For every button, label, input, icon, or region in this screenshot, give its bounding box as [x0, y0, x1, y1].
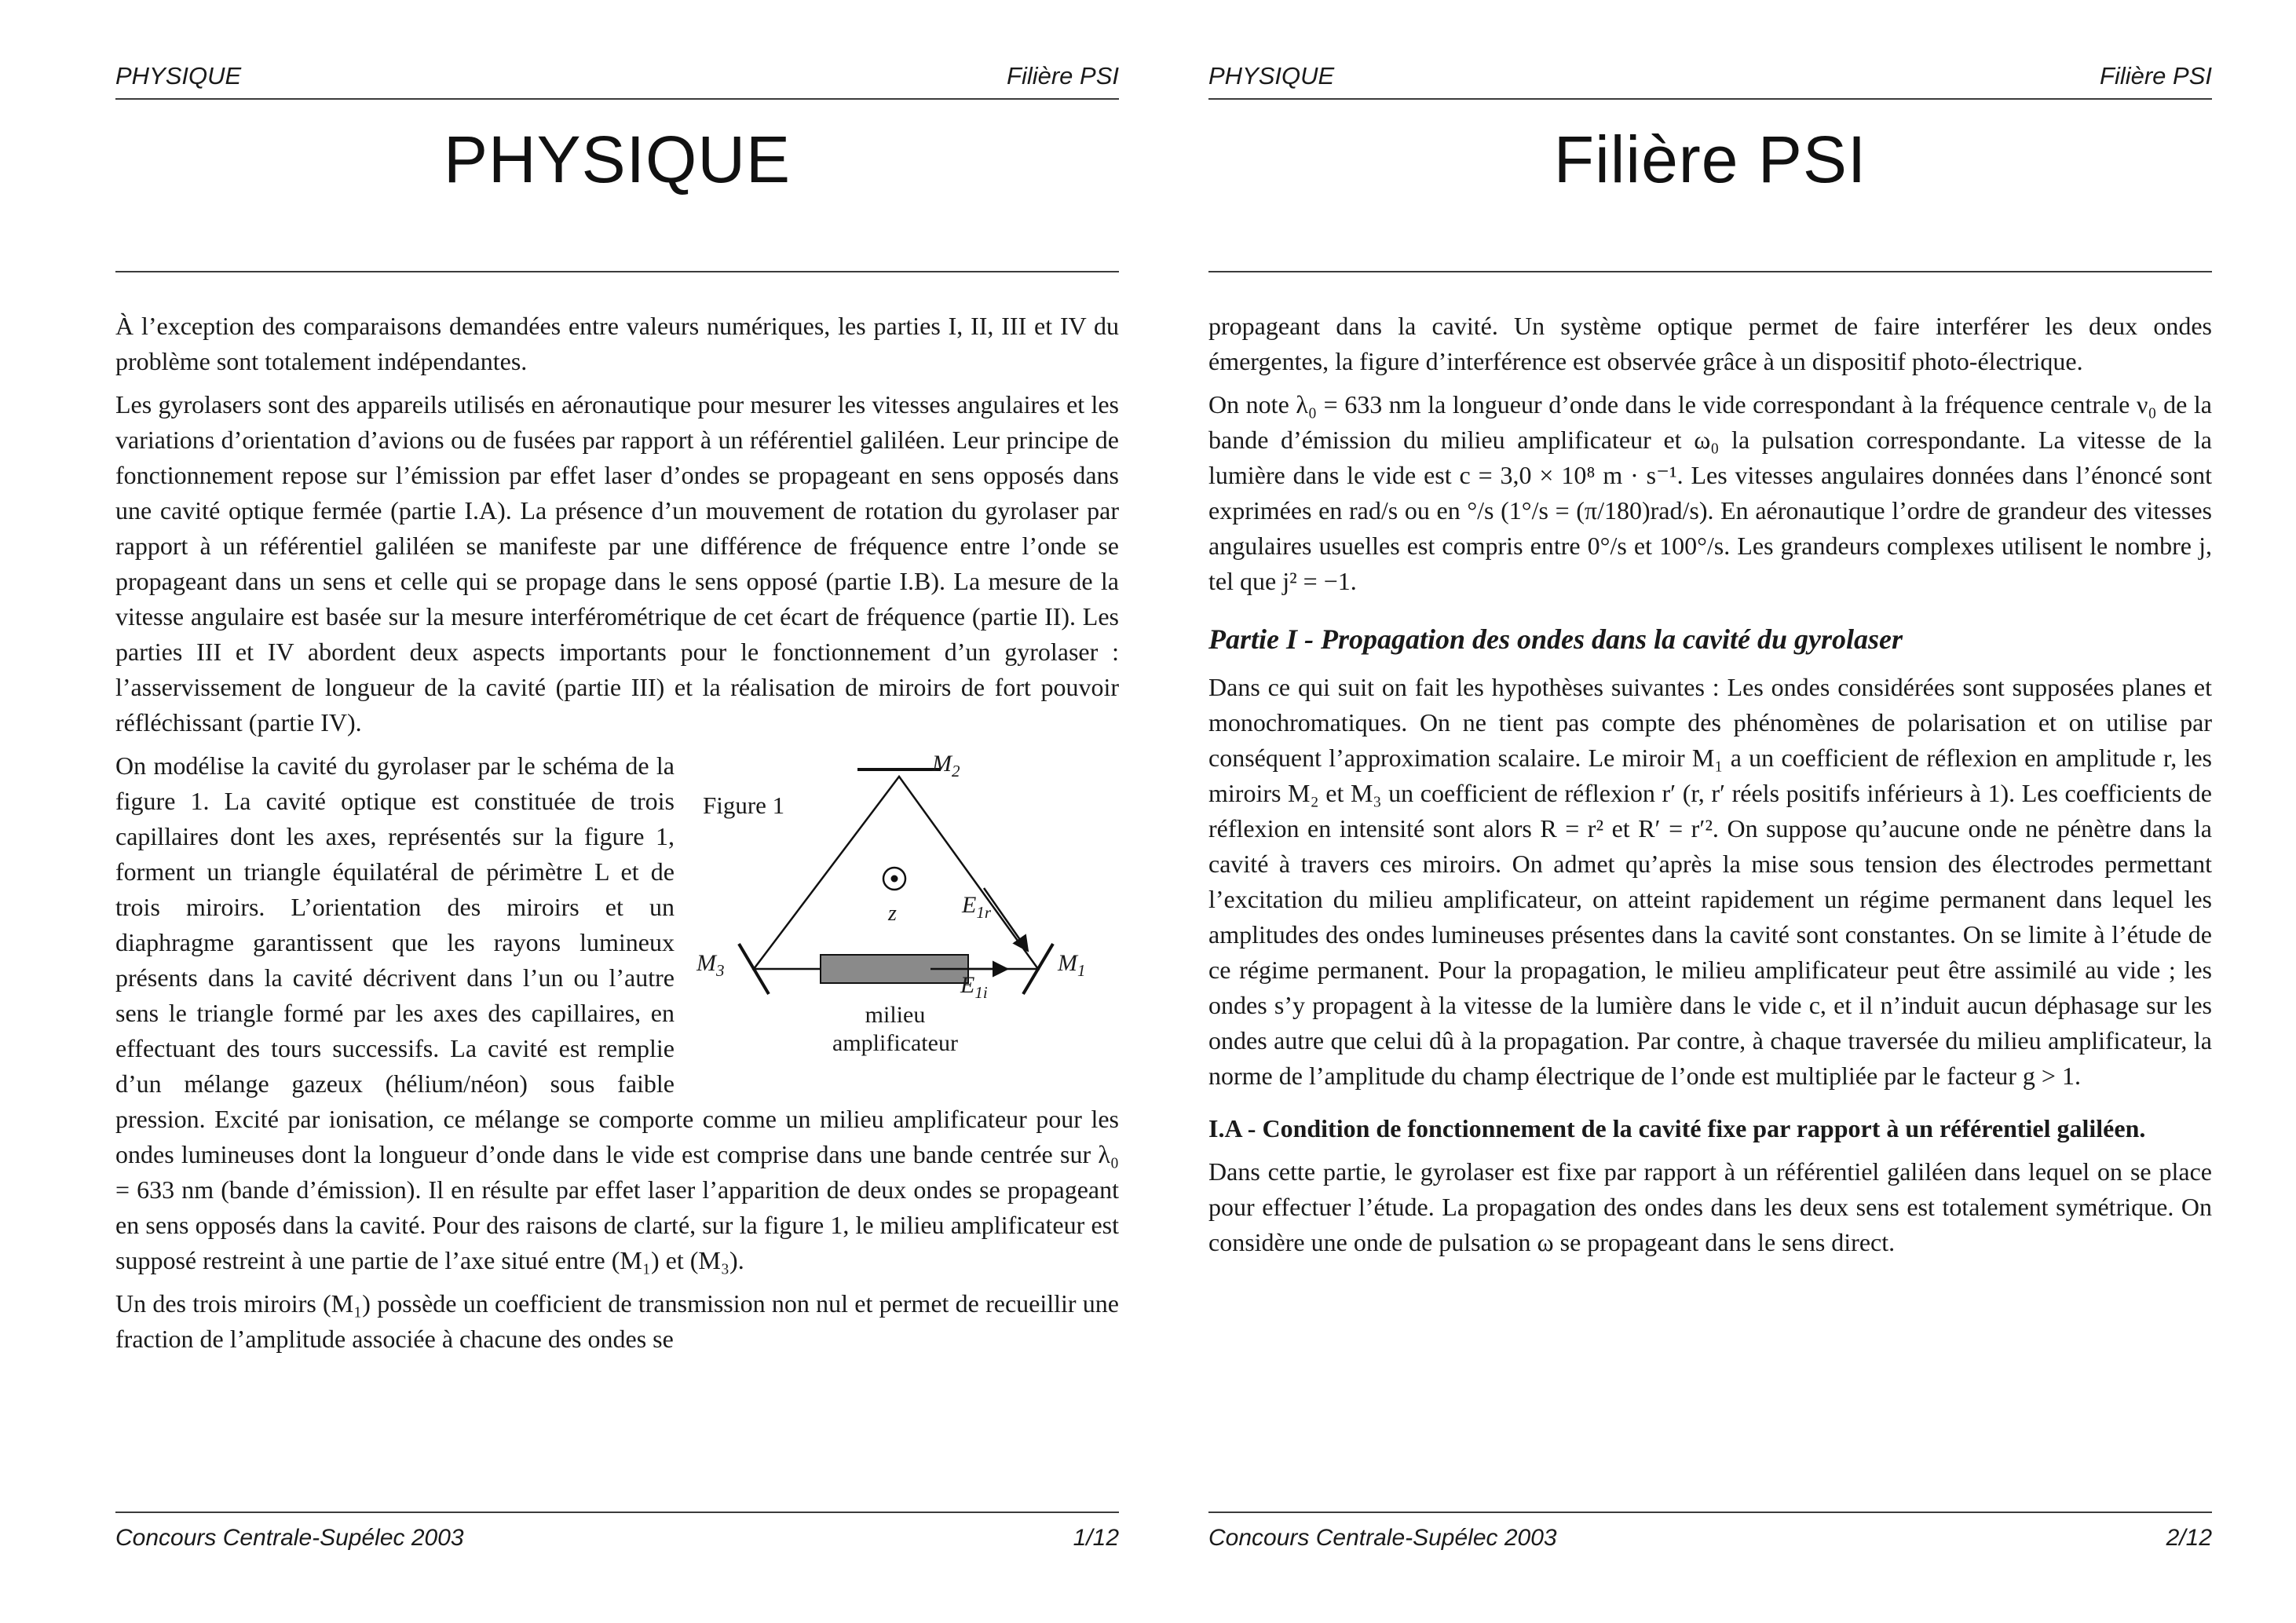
figure-caption: Figure 1: [703, 791, 785, 819]
page-2-content: [1208, 0, 2212, 1623]
page-title: PHYSIQUE: [443, 122, 792, 196]
paragraph-with-figure: [115, 748, 1119, 1357]
reflected-wave-label: $E_{1r}$: [962, 892, 992, 922]
page-footer: [1208, 1512, 2212, 1552]
page-footer: [115, 1512, 1119, 1552]
incident-wave-label: $E_{1i}$: [960, 972, 988, 1002]
paragraph: propageant dans la cavité. Un système optique permet de faire interférer les deux ondes émergentes, la figure d’interférence est observée grâce à un dispositif photo-électrique.: [1208, 312, 2212, 375]
page-title: Filière PSI: [1553, 122, 1867, 196]
page-body: [1208, 309, 2212, 1260]
title-rule: [115, 271, 1119, 272]
page-1-content: [115, 0, 1119, 1623]
running-head: [115, 0, 1119, 90]
running-head-section: Filière PSI: [2100, 62, 2212, 90]
amplifier-medium-label: milieu amplificateur: [832, 1002, 958, 1056]
paragraph: À l’exception des comparaisons demandées entre valeurs numériques, les parties I, II, III et IV du problème sont totalement indépendantes.: [115, 312, 1119, 375]
figure-1: [695, 753, 1119, 1070]
section-heading-part-1: Partie I - Propagation des ondes dans la cavité du gyrolaser: [1208, 623, 1903, 655]
paragraph: Les gyrolasers sont des appareils utilisés en aéronautique pour mesurer les vitesses angulaires et les variations d’orientation d’avions ou de fusées par rapport à un référentiel galiléen. Leur principe de fonctionnement repose sur l’émission par effet laser d’ondes se propageant en sens opposés dans une cavité optique fermée (partie I.A). La présence d’un mouvement de rotation du gyrolaser par rapport à un référentiel galiléen se manifeste par une différence de fréquence entre l’onde se propageant dans un sens et celle qui se propage dans le sens opposé (partie I.B). La mesure de la vitesse angulaire est basée sur la mesure interférométrique de cet écart de fréquence (partie II). Les parties III et IV abordent deux aspects importants pour le fonctionnement d’un gyrolaser : l’asservissement de longueur de la cavité (partie III) et la réalisation de miroirs de fort pouvoir réfléchissant (partie IV).: [115, 390, 1119, 737]
running-head: [1208, 0, 2212, 90]
paragraph: Dans cette partie, le gyrolaser est fixe par rapport à un référentiel galiléen dans lequel on se place pour effectuer l’étude. La propagation des ondes dans les deux sens est totalement symétrique. On considère une onde de pulsation ω se propageant dans le sens direct.: [1208, 1157, 2212, 1256]
footer-page-number: 1/12: [1073, 1525, 1119, 1551]
z-axis-label: z: [888, 901, 897, 926]
paragraph: On note λ₀ = 633 nm la longueur d’onde dans le vide correspondant à la fréquence centrale ν₀ de la bande d’émission du milieu amplificateur et ω₀ la pulsation correspondante. La vitesse de la lumière dans le vide est c = 3,0 × 10⁸ m · s⁻¹. Les vitesses angulaires données dans l’énoncé sont exprimées en rad/s ou en °/s (1°/s = (π/180)rad/s). En aéronautique l’ordre de grandeur des vitesses angulaires usuelles est compris entre 0°/s et 100°/s. Les grandeurs complexes utilisent le nombre j, tel que j² = −1.: [1208, 390, 2212, 595]
footer-exam-name: Concours Centrale-Supélec 2003: [1208, 1525, 1557, 1551]
subsection-heading-1a: I.A - Condition de fonctionnement de la cavité fixe par rapport à un référentiel galiléen.: [1208, 1114, 2146, 1142]
header-rule: [115, 98, 1119, 100]
footer-page-number: 2/12: [2166, 1525, 2212, 1551]
running-head-title: PHYSIQUE: [115, 62, 242, 90]
paragraph: Un des trois miroirs (M₁) possède un coefficient de transmission non nul et permet de recueillir une fraction de l’amplitude associée à chacune des ondes se: [115, 1289, 1119, 1353]
mirror-m2-label: $M_2$: [932, 751, 960, 780]
header-rule: [1208, 98, 2212, 100]
page-body: [115, 309, 1119, 1357]
running-head-title: PHYSIQUE: [1208, 62, 1335, 90]
z-axis-dot: [891, 875, 898, 883]
page-2: [1148, 0, 2296, 1623]
cavity-triangle: [754, 777, 1038, 969]
footer-exam-name: Concours Centrale-Supélec 2003: [115, 1525, 464, 1551]
mirror-m3-label: $M_3$: [696, 950, 725, 980]
title-rule: [1208, 271, 2212, 272]
paragraph: Dans ce qui suit on fait les hypothèses suivantes : Les ondes considérées sont supposées planes et monochromatiques. On ne tient pas compte des phénomènes de polarisation et on utilise par conséquent l’approximation scalaire. Le miroir M₁ a un coefficient de réflexion en amplitude r, les miroirs M₂ et M₃ un coefficient de réflexion r′ (r, r′ réels positifs inférieurs à 1). Les coefficients de réflexion en intensité sont alors R = r² et R′ = r′². On suppose qu’aucune onde ne pénètre dans la cavité à travers ces miroirs. On admet qu’après la mise sous tension des électrodes permettant l’excitation du milieu amplificateur, on atteint rapidement un régime permanent dans lequel les amplitudes des ondes lumineuses présentes dans la cavité sont constantes. On se limite à l’étude de ce régime permanent. Pour la propagation, le milieu amplificateur peut être assimilé au vide ; les ondes s’y propagent à la vitesse de la lumière dans le vide c, et il n’induit aucun déphasage sur les ondes autre que celui dû à la propagation. Par contre, à chaque traversée du milieu amplificateur, la norme de l’amplitude du champ électrique de l’onde est multipliée par le facteur g > 1.: [1208, 673, 2212, 1090]
paragraph: On modélise la cavité du gyrolaser par le schéma de la figure 1. La cavité optique est constituée de trois capillaires dont les axes, représentés sur la figure 1, forment un triangle équilatéral de périmètre L et de trois miroirs. L’orientation des miroirs et un diaphragme garantissent que les rayons lumineux présents dans la cavité décrivent dans l’un ou l’autre sens le triangle formé par les axes des capillaires, en effectuant des tours successifs. La cavité est remplie d’un mélange gazeux (hélium/néon) sous faible pression. Excité par ionisation, ce mélange se comporte comme un milieu amplificateur pour les ondes lumineuses dont la longueur d’onde dans le vide est comprise dans une bande centrée sur λ₀ = 633 nm (bande d’émission). Il en résulte par effet laser l’apparition de deux ondes se propageant en sens opposés dans la cavité. Pour des raisons de clarté, sur la figure 1, le milieu amplificateur est supposé restreint à une partie de l’axe situé entre (M₁) et (M₃).: [115, 751, 1119, 1274]
mirror-m1-label: $M_1$: [1058, 950, 1086, 980]
running-head-section: Filière PSI: [1007, 62, 1119, 90]
